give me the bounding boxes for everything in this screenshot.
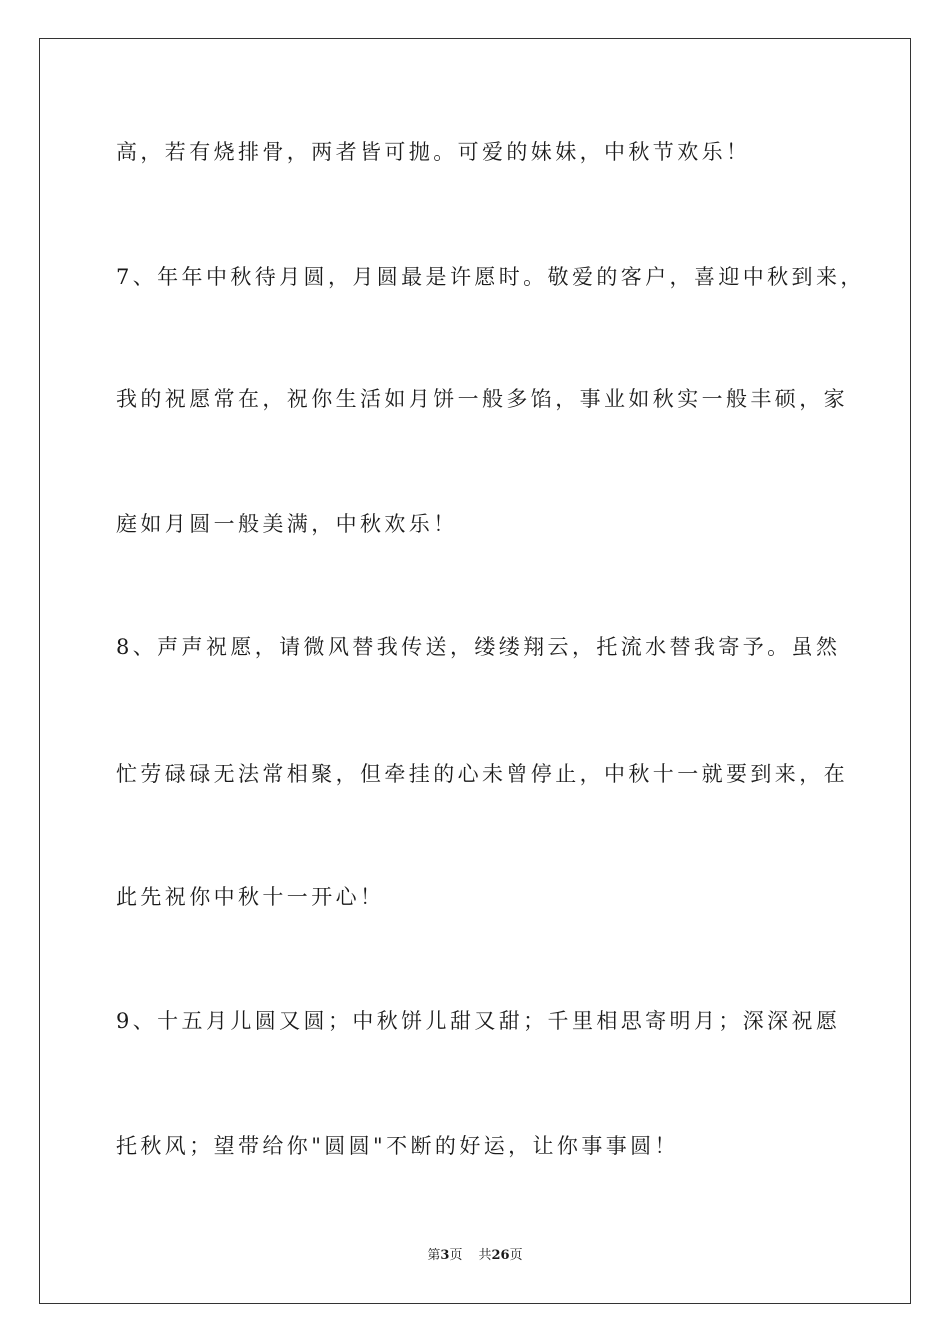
text-line-2: 7、年年中秋待月圆，月圆最是许愿时。敬爱的客户，喜迎中秋到来， [116,265,865,289]
total-pages: 26 [491,1248,510,1263]
text-line-9: 托秋风；望带给你"圆圆"不断的好运，让你事事圆！ [116,1134,679,1158]
text-line-6: 忙劳碌碌无法常相聚，但牵挂的心未曾停止，中秋十一就要到来，在 [116,762,848,786]
text-line-3: 我的祝愿常在，祝你生活如月饼一般多馅，事业如秋实一般丰硕，家 [116,387,848,411]
page-footer [0,1247,950,1265]
total-prefix: 共 [478,1248,492,1263]
text-line-1: 高，若有烧排骨，两者皆可抛。可爱的妹妹，中秋节欢乐！ [116,140,751,164]
page-border [39,38,911,1304]
text-line-5: 8、声声祝愿，请微风替我传送，缕缕翔云，托流水替我寄予。虽然 [116,635,841,659]
text-line-8: 9、十五月儿圆又圆；中秋饼儿甜又甜；千里相思寄明月；深深祝愿 [116,1009,841,1033]
text-line-4: 庭如月圆一般美满，中秋欢乐！ [116,512,458,536]
page-number: 3 [440,1248,450,1263]
total-suffix: 页 [509,1248,523,1263]
page-prefix: 第 [427,1248,441,1263]
text-line-7: 此先祝你中秋十一开心！ [116,885,385,909]
page-suffix: 页 [449,1248,463,1263]
